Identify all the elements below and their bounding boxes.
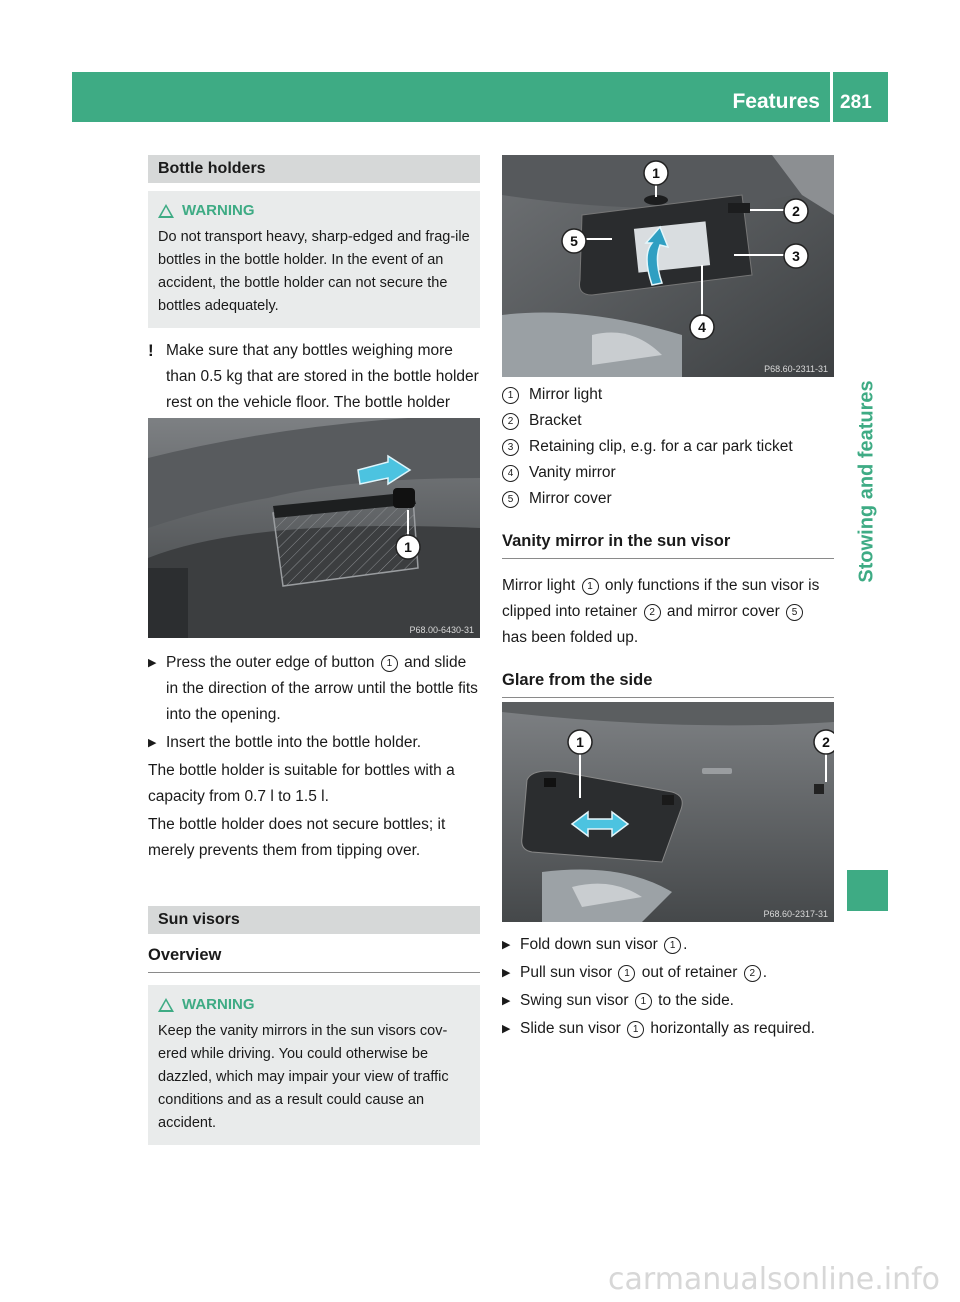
legend-number: 2 [502,413,519,430]
legend-number: 4 [502,465,519,482]
side-tab-text: Stowing and features [855,380,878,583]
svg-text:1: 1 [652,165,660,181]
warning-label: WARNING [182,996,255,1013]
callout-marker: 5 [786,604,803,621]
image-code: P68.00-6430-31 [409,625,474,635]
step-text: Swing sun visor 1 to the side. [520,992,734,1009]
legend-label: Bracket [529,412,582,429]
notice-icon: ! [148,341,154,360]
step-text: Fold down sun visor 1 . [520,936,688,953]
header-title: Features [732,90,820,113]
watermark: carmanualsonline.info [608,1262,940,1297]
step-insert-bottle [148,730,480,756]
warning-box-visors [148,985,480,1145]
step-press-button [148,650,480,728]
step-arrow-icon: ▶ [502,995,511,1007]
step-text: Pull sun visor 1 out of retainer 2 . [520,964,768,981]
warning-icon [158,998,174,1012]
svg-text:1: 1 [576,734,584,750]
step-slide-visor [502,1016,842,1042]
warning-label: WARNING [182,202,255,219]
step-arrow-icon: ▶ [502,967,511,979]
legend-number: 3 [502,439,519,456]
step-text: Slide sun visor 1 horizontally as required. [520,1020,815,1037]
step-swing-visor [502,988,842,1014]
legend-label: Vanity mirror [529,464,616,481]
legend-list [502,382,834,698]
callout-marker: 1 [635,993,652,1010]
warning-title [158,199,470,222]
side-tab-marker [847,870,888,911]
section-title-bottle-holders: Bottle holders [148,155,480,183]
paragraph-tipping: The bottle holder does not secure bottles; it merely prevents them from tipping over. [148,816,446,859]
callout-marker: 1 [664,937,681,954]
vanity-mirror-image [502,155,834,377]
warning-text: Do not transport heavy, sharp-edged and frag-ile bottles in the bottle holder. In the event of an accident, the bottle holder can not secure the bottles adequately. [158,229,470,314]
svg-text:2: 2 [822,734,830,750]
bottle-holder-image [148,418,480,638]
left-column [148,155,480,442]
step-arrow-icon: ▶ [148,737,157,749]
legend-number: 5 [502,491,519,508]
right-column-steps [502,932,842,1042]
legend-number: 1 [502,387,519,404]
callout-marker: 1 [627,1021,644,1038]
subheading-overview: Overview [148,942,480,973]
callout-marker: 2 [644,604,661,621]
step-pull-visor [502,960,842,986]
paragraph-capacity: The bottle holder is suitable for bottles with a capacity from 0.7 l to 1.5 l. [148,762,455,805]
callout-marker: 1 [381,655,398,672]
left-column-lower [148,650,480,1145]
image-code: P68.60-2311-31 [764,364,828,374]
warning-icon [158,204,174,218]
step-fold-down [502,932,842,958]
legend-item [502,434,834,460]
step-text: Press the outer edge of button 1 and slide in the direction of the arrow until the bottle fits into the opening. [166,654,478,723]
step-text: Insert the bottle into the bottle holder. [166,734,422,751]
callout-marker: 1 [618,965,635,982]
step-arrow-icon: ▶ [502,1023,511,1035]
note-text: Make sure that any bottles weighing more than 0.5 kg that are stored in the bottle holder rest on the vehicle floor. The bottle holder [166,342,479,411]
warning-title [158,993,470,1016]
legend-item [502,460,834,486]
svg-text:1: 1 [404,539,412,555]
callout-marker: 2 [744,965,761,982]
image-code: P68.60-2317-31 [763,909,828,919]
legend-label: Retaining clip, e.g. for a car park ticket [529,438,793,455]
subheading-glare: Glare from the side [502,667,834,698]
subheading-vanity-mirror: Vanity mirror in the sun visor [502,528,834,559]
svg-text:2: 2 [792,203,800,219]
header-divider [830,72,833,122]
warning-text: Keep the vanity mirrors in the sun visors cov-ered while driving. You could otherwise be dazzled, which may impair your view of traffic conditions and as a result could cause an accident. [158,1023,449,1131]
vanity-mirror-illustration [502,155,834,377]
section-title-sun-visors: Sun visors [148,906,480,934]
callout-marker: 1 [582,578,599,595]
svg-text:4: 4 [698,319,706,335]
svg-text:3: 3 [792,248,800,264]
legend-item [502,382,834,408]
warning-box-bottles [148,191,480,328]
sun-visor-side-image [502,702,834,922]
legend-label: Mirror cover [529,490,612,507]
paragraph-mirror-light: Mirror light 1 only functions if the sun visor is clipped into retainer 2 and mirror cover 5 has been folded up. [502,577,820,646]
legend-item [502,486,834,512]
page-header [72,72,888,122]
legend-label: Mirror light [529,386,603,403]
page-number: 281 [840,92,872,113]
svg-text:5: 5 [570,233,578,249]
step-arrow-icon: ▶ [148,657,157,669]
bottle-holder-illustration [148,418,480,638]
sun-visor-illustration [502,702,834,922]
step-arrow-icon: ▶ [502,939,511,951]
legend-item [502,408,834,434]
